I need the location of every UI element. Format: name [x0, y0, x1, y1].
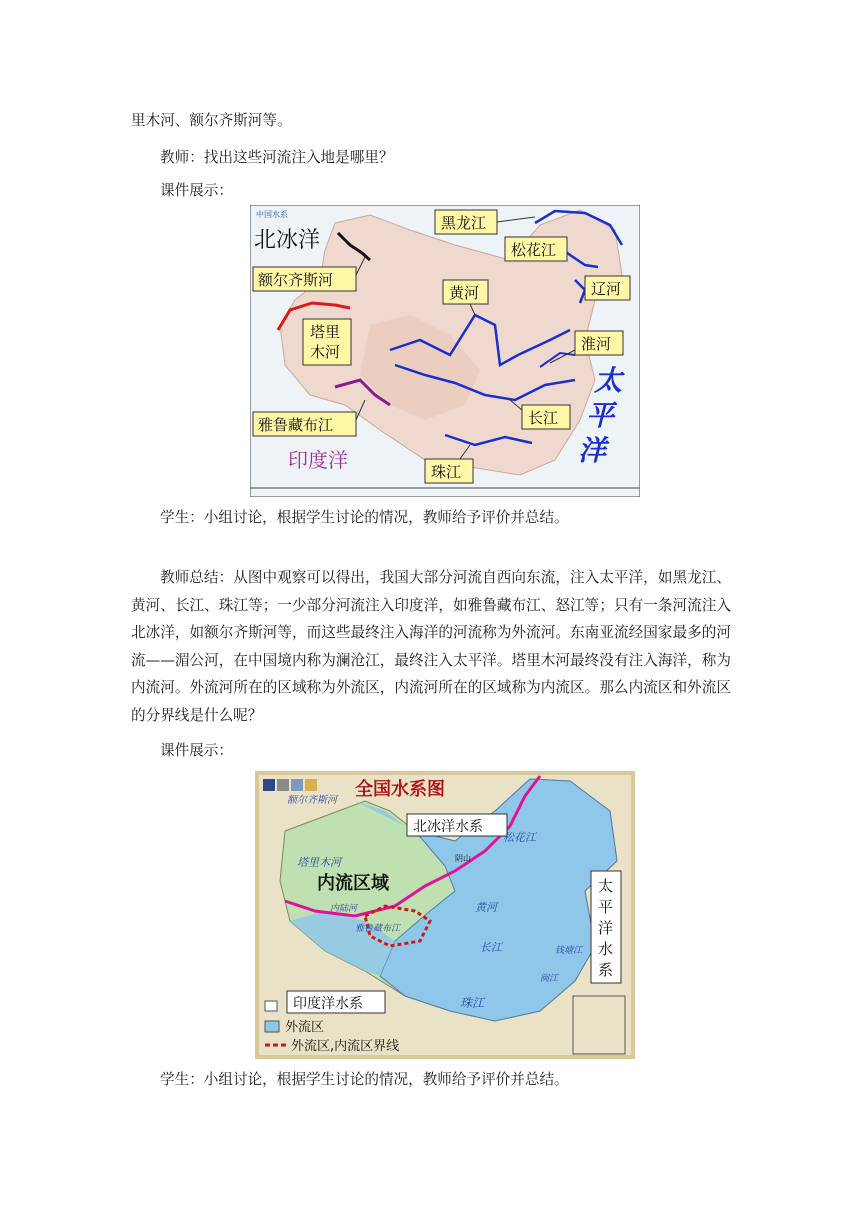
label-songhuajiang-text: 松花江	[511, 241, 557, 259]
yarlung-label: 雅鲁藏布江	[355, 924, 401, 934]
map2-title: 全国水系图	[355, 779, 445, 800]
paragraph-line: 里木河、额尔齐斯河等。	[131, 112, 292, 129]
teacher-summary: 教师总结：从图中观察可以得出，我国大部分河流自西向东流，注入太平洋，如黑龙江、黄河、长江、珠江等；一少部分河流注入印度洋，如雅鲁藏布江、怒江等；只有一条河流注入北冰洋，如额尔齐斯河等，而这些最终注入海洋的河流称为外流河。东南亚流经国家最多的河流——湄公河，在中国境内称为澜沧江，最终注入太平洋。塔里木河最终没有注入海洋，称为内流河。外流河所在的区域称为外流区，内流河所在的区域称为内流区。那么内流区和外流区的分界线是什么呢？	[131, 569, 731, 724]
arctic-ocean-label: 北冰洋	[254, 228, 321, 253]
legend-outflow-text: 外流区	[285, 1020, 325, 1035]
talimu-river-label: 塔里木河	[297, 856, 341, 869]
legend-swatch-outflow	[265, 1021, 279, 1032]
yinshan-label: 阴山	[455, 854, 471, 863]
label-liaohe-text: 辽河	[591, 280, 622, 298]
arctic-system-box	[407, 814, 507, 836]
label-talimu-line2: 木河	[310, 343, 341, 361]
label-erqisi-text: 额尔齐斯河	[258, 271, 334, 289]
pacific-system-box	[591, 871, 621, 983]
arctic-system-text: 北冰洋水系	[413, 819, 483, 835]
label-changjiang-text: 长江	[528, 409, 559, 427]
label-huaihe-text: 淮河	[581, 335, 612, 353]
zhujiang-label: 珠江	[460, 996, 485, 1010]
pacific-char-1: 太	[594, 364, 623, 397]
national-water-system-map	[255, 771, 635, 1059]
indian-system-text: 印度洋水系	[293, 996, 363, 1012]
legend-swatch-indian	[265, 1001, 277, 1011]
changjiang-label: 长江	[480, 941, 502, 954]
pacific-char-3: 洋	[578, 434, 607, 467]
label-talimu-line1: 塔里	[310, 323, 341, 341]
pacific-char-1: 太	[598, 877, 614, 895]
inland-region-label: 内流区域	[317, 873, 389, 894]
pacific-char-4: 水	[598, 940, 614, 958]
pacific-char-2: 平	[598, 898, 614, 916]
china-river-map	[250, 205, 640, 497]
pacific-char-3: 洋	[598, 919, 614, 937]
folder-icon[interactable]	[305, 779, 317, 791]
teacher-question: 教师：找出这些河流注入地是哪里？	[160, 149, 394, 166]
label-heilongjiang-text: 黑龙江	[441, 214, 487, 232]
indian-ocean-label: 印度洋	[288, 448, 348, 472]
label-songhuajiang	[505, 237, 567, 261]
courseware-label-1: 课件展示：	[160, 182, 233, 199]
pacific-char-5: 系	[598, 961, 614, 979]
label-liaohe	[585, 276, 630, 300]
minjiang-label: 闽江	[540, 974, 559, 984]
songhua-label: 松花江	[503, 831, 536, 844]
student-response-2: 学生：小组讨论，根据学生讨论的情况，教师给予评价并总结。	[160, 1071, 569, 1088]
pacific-char-2: 平	[586, 399, 615, 432]
erqisi-river-label: 额尔齐斯河	[287, 795, 337, 806]
student-response-1: 学生：小组讨论，根据学生讨论的情况，教师给予评价并总结。	[160, 509, 569, 526]
save-icon[interactable]	[263, 779, 275, 791]
south-sea-inset	[573, 996, 625, 1054]
email-icon[interactable]	[291, 779, 303, 791]
legend-boundary-text: 外流区,内流区界线	[291, 1039, 400, 1054]
label-zhujiang-text: 珠江	[431, 463, 462, 481]
huanghe-label: 黄河	[475, 901, 497, 914]
label-yarlung-text: 雅鲁藏布江	[258, 416, 334, 434]
qiantang-label: 钱塘江	[555, 946, 583, 956]
label-huanghe-text: 黄河	[449, 284, 480, 302]
label-talimu	[303, 319, 351, 365]
indian-system-box	[287, 991, 385, 1013]
inland-river-label: 内陆河	[330, 904, 358, 914]
map1-corner-title: 中国水系	[256, 210, 288, 219]
courseware-label-2: 课件展示：	[160, 742, 233, 759]
print-icon[interactable]	[277, 779, 289, 791]
